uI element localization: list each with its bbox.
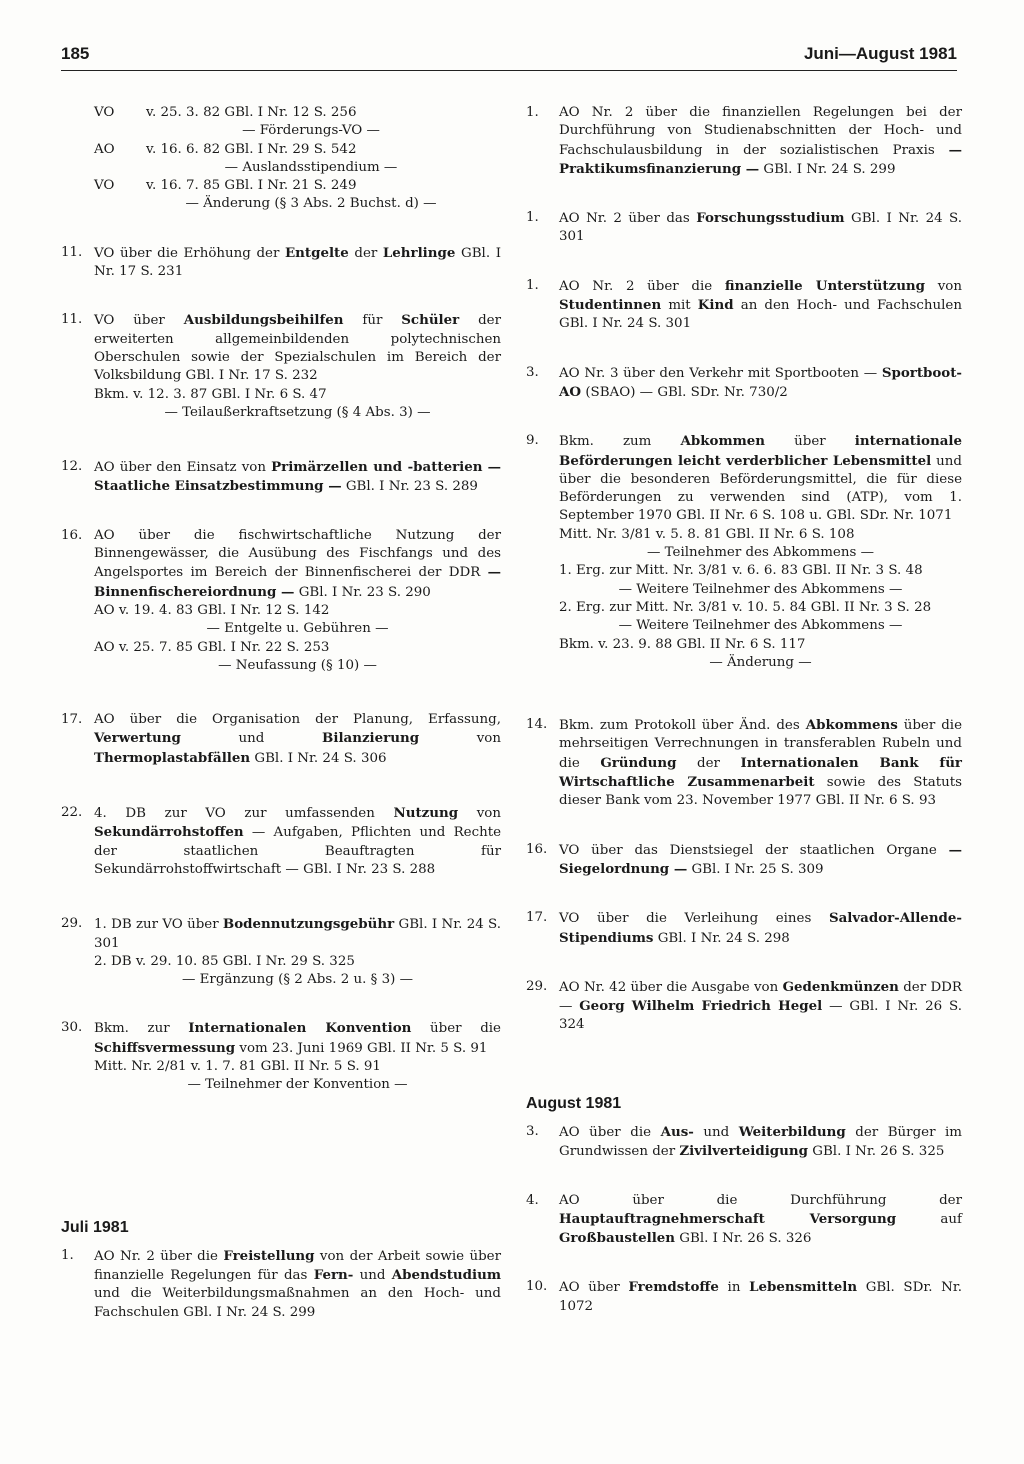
amendment-item xyxy=(61,141,501,159)
amendment-item xyxy=(61,104,501,122)
amendment-kind: AO xyxy=(94,141,115,157)
entry-text: AO über Fremdstoffe in Lebensmitteln GBl. SDr. Nr. 1072 xyxy=(559,1279,963,1314)
entry-amendment-note: — Weitere Teilnehmer des Abkommens — xyxy=(618,581,903,597)
entry-text: 4. DB zur VO zur umfassenden Nutzung von Sekundärrohstoffen — Aufgaben, Pflichten und Rechte der staatlichen Beauftragten für Sekundärrohstoffwirtschaft — GBl. I Nr. 23 S. 288 xyxy=(94,805,501,877)
page-header xyxy=(61,44,957,71)
amendment-item xyxy=(61,177,501,195)
entry-amendment: AO v. 25. 7. 85 GBl. I Nr. 22 S. 253 xyxy=(94,639,330,655)
list-item xyxy=(61,244,501,282)
entry-amendment-note: — Teilnehmer der Konvention — xyxy=(187,1077,408,1093)
list-item xyxy=(526,209,962,247)
entry-amendment-note: — Entgelte u. Gebühren — xyxy=(206,621,389,637)
list-item xyxy=(526,978,962,1035)
entry-day: 17. xyxy=(526,910,548,926)
list-item xyxy=(526,104,962,179)
entry-day: 1. xyxy=(61,1247,74,1263)
entry-amendment: AO v. 19. 4. 83 GBl. I Nr. 12 S. 142 xyxy=(94,602,330,618)
entry-amendment-note: — Teilaußerkraftsetzung (§ 4 Abs. 3) — xyxy=(164,404,431,420)
amendment-ref: v. 25. 3. 82 GBl. I Nr. 12 S. 256 xyxy=(146,105,357,120)
entry-text: AO Nr. 2 über die finanzielle Unterstützung von Studentinnen mit Kind an den Hoch- und Fachschulen GBl. I Nr. 24 S. 301 xyxy=(559,277,962,332)
list-item xyxy=(61,311,501,422)
entry-day: 16. xyxy=(61,527,83,543)
entry-amendment-note: — Weitere Teilnehmer des Abkommens — xyxy=(618,618,903,634)
entry-amendment-note: — Änderung — xyxy=(709,654,812,670)
entry-amendment-note: — Neufassung (§ 10) — xyxy=(218,657,377,673)
entry-day: 29. xyxy=(526,978,548,994)
list-item xyxy=(61,458,501,497)
section-heading-juli: Juli 1981 xyxy=(61,1218,129,1236)
amendment-note: — Förderungs-VO — xyxy=(242,123,380,139)
right-column xyxy=(526,104,962,1316)
list-item xyxy=(526,909,962,948)
amendment-note: — Änderung (§ 3 Abs. 2 Buchst. d) — xyxy=(185,196,437,212)
list-item xyxy=(61,711,501,768)
entry-day: 30. xyxy=(61,1020,83,1036)
list-item xyxy=(526,1192,962,1249)
entry-text: Bkm. zum Protokoll über Änd. des Abkommens über die mehrseitigen Verrechnungen in transferablen Rubeln und die Gründung der Internationalen Bank für Wirtschaftliche Zusammenarbeit sowie des Statuts dieser Bank vom 23. November 1977 GBl. II Nr. 6 S. 93 xyxy=(559,717,962,809)
entry-amendment-note: — Ergänzung (§ 2 Abs. 2 u. § 3) — xyxy=(182,972,413,988)
list-item xyxy=(526,364,962,403)
list-item xyxy=(61,527,501,675)
entry-text: AO über die Organisation der Planung, Erfassung, Verwertung und Bilanzierung von Thermoplastabfällen GBl. I Nr. 24 S. 306 xyxy=(94,712,501,766)
entry-day: 4. xyxy=(526,1192,539,1208)
list-item xyxy=(526,1123,962,1162)
page-number: 185 xyxy=(61,44,90,63)
entry-day: 3. xyxy=(526,1123,539,1139)
entry-day: 22. xyxy=(61,805,83,821)
entry-day: 29. xyxy=(61,916,83,932)
left-column xyxy=(61,104,501,1322)
entry-text: VO über Ausbildungsbeihilfen für Schüler der erweiterten allgemeinbildenden polytechnischen Oberschulen sowie der Spezialschulen im Bereich der Volksbildung GBl. I Nr. 17 S. 232 Bkm. v. 12. 3. 87 GBl. I Nr. 6 S. 47 — Teilaußerkraftsetzung (§ 4 Abs. 3) — xyxy=(94,311,501,422)
entry-amendment: Mitt. Nr. 2/81 v. 1. 7. 81 GBl. II Nr. 5 S. 91 xyxy=(94,1058,381,1074)
list-item xyxy=(526,716,962,810)
list-item xyxy=(526,277,962,334)
entry-amendment: 2. Erg. zur Mitt. Nr. 3/81 v. 10. 5. 84 GBl. II Nr. 3 S. 28 xyxy=(559,599,932,615)
amendment-ref: v. 16. 6. 82 GBl. I Nr. 29 S. 542 xyxy=(146,141,357,157)
entry-text: AO Nr. 2 über das Forschungsstudium GBl. I Nr. 24 S. 301 xyxy=(559,210,962,245)
entry-day: 9. xyxy=(526,433,539,449)
list-item xyxy=(61,1019,501,1094)
amendment-ref: v. 16. 7. 85 GBl. I Nr. 21 S. 249 xyxy=(146,178,357,194)
entry-text: AO Nr. 3 über den Verkehr mit Sportbooten — Sportboot-AO (SBAO) — GBl. SDr. Nr. 730/2 xyxy=(559,364,962,400)
entry-text: AO über die Aus- und Weiterbildung der Bürger im Grundwissen der Zivilverteidigung GBl. I Nr. 26 S. 325 xyxy=(559,1123,962,1160)
entry-text: VO über die Verleihung eines Salvador-Allende-Stipendiums GBl. I Nr. 24 S. 298 xyxy=(559,910,962,946)
header-date-range: Juni—August 1981 xyxy=(803,44,957,63)
entry-day: 12. xyxy=(61,459,83,475)
entry-amendment: Bkm. v. 12. 3. 87 GBl. I Nr. 6 S. 47 xyxy=(94,386,327,402)
entry-day: 10. xyxy=(526,1279,548,1295)
amendment-note: — Auslandsstipendium — xyxy=(224,159,398,175)
entry-amendment: Mitt. Nr. 3/81 v. 5. 8. 81 GBl. II Nr. 6 S. 108 xyxy=(559,526,855,542)
entry-text: AO über die Durchführung der Hauptauftragnehmerschaft Versorgung auf Großbaustellen GBl. I Nr. 26 S. 326 xyxy=(559,1192,962,1247)
list-item xyxy=(526,1278,962,1316)
entry-text: AO über den Einsatz von Primärzellen und -batterien — Staatliche Einsatzbestimmung — GBl. I Nr. 23 S. 289 xyxy=(94,459,502,495)
entry-text: AO Nr. 42 über die Ausgabe von Gedenkmünzen der DDR — Georg Wilhelm Friedrich Hegel — GBl. I Nr. 26 S. 324 xyxy=(559,978,963,1033)
entry-text: AO Nr. 2 über die finanziellen Regelungen bei der Durchführung von Studienabschnitten der Hoch- und Fachschulausbildung in der sozialistischen Praxis — Praktikumsfinanzierung — GBl. I Nr. 24 S. 299 xyxy=(559,105,962,177)
list-item xyxy=(61,1247,501,1322)
entry-day: 17. xyxy=(61,712,83,728)
amendment-kind: VO xyxy=(94,105,115,120)
amendment-kind: VO xyxy=(94,178,115,194)
list-item xyxy=(526,841,962,880)
entry-amendment-note: — Teilnehmer des Abkommens — xyxy=(647,545,874,561)
entry-day: 16. xyxy=(526,841,548,857)
entry-day: 14. xyxy=(526,717,548,733)
entry-day: 3. xyxy=(526,364,539,380)
entry-text: VO über das Dienstsiegel der staatlichen Organe — Siegelordnung — GBl. I Nr. 25 S. 309 xyxy=(559,841,962,877)
list-item xyxy=(61,915,501,989)
entry-text: AO über die fischwirtschaftliche Nutzung der Binnengewässer, die Ausübung des Fischfangs und des Angelsportes im Bereich der Binnenfischerei der DDR — Binnenfischereiordnung — GBl. I Nr. 23 S. 290 AO v. 19. 4. 83 GBl. I Nr. 12 S. 142 — Entgelte u. Gebühren — AO v. 25. 7. 85 GBl. I Nr. 22 S. 253 — Neufassung (§ 10) — xyxy=(94,527,501,675)
entry-amendment: 1. Erg. zur Mitt. Nr. 3/81 v. 6. 6. 83 GBl. II Nr. 3 S. 48 xyxy=(559,563,923,579)
list-item xyxy=(526,432,962,672)
entry-amendment: Bkm. v. 23. 9. 88 GBl. II Nr. 6 S. 117 xyxy=(559,636,806,652)
entry-day: 1. xyxy=(526,277,539,293)
entry-text: Bkm. zur Internationalen Konvention über die Schiffsvermessung vom 23. Juni 1969 GBl. II Nr. 5 S. 91 Mitt. Nr. 2/81 v. 1. 7. 81 GBl. II Nr. 5 S. 91 — Teilnehmer der Konvention — xyxy=(94,1019,501,1094)
entry-text: VO über die Erhöhung der Entgelte der Lehrlinge GBl. I Nr. 17 S. 231 xyxy=(94,244,501,280)
amendment-list xyxy=(61,104,501,214)
entry-day: 1. xyxy=(526,210,539,226)
list-item xyxy=(61,804,501,879)
entry-day: 11. xyxy=(61,312,83,328)
section-heading-august: August 1981 xyxy=(526,1094,622,1112)
entry-day: 11. xyxy=(61,244,83,260)
entry-day: 1. xyxy=(526,105,539,120)
entry-amendment: 2. DB v. 29. 10. 85 GBl. I Nr. 29 S. 325 xyxy=(94,953,355,969)
entry-text: 1. DB zur VO über Bodennutzungsgebühr GBl. I Nr. 24 S. 301 2. DB v. 29. 10. 85 GBl. I Nr. 29 S. 325 — Ergänzung (§ 2 Abs. 2 u. § 3) — xyxy=(94,915,501,989)
entry-text: AO Nr. 2 über die Freistellung von der Arbeit sowie über finanzielle Regelungen für das Fern- und Abendstudium und die Weiterbildungsmaßnahmen an den Hoch- und Fachschulen GBl. I Nr. 24 S. 299 xyxy=(94,1247,501,1320)
entry-text: Bkm. zum Abkommen über internationale Beförderungen leicht verderblicher Lebensmittel und über die besonderen Beförderungsmittel, die für diese Beförderungen zu verwenden sind (ATP), vom 1. September 1970 GBl. II Nr. 6 S. 108 u. GBl. SDr. Nr. 1071 Mitt. Nr. 3/81 v. 5. 8. 81 GBl. II Nr. 6 S. 108 — Teilnehmer des Abkommens — 1. Erg. zur Mitt. Nr. 3/81 v. 6. 6. 83 GBl. II Nr. 3 S. 48 — Weitere Teilnehmer des Abkommens — 2. Erg. zur Mitt. Nr. 3/81 v. 10. 5. 84 GBl. II Nr. 3 S. 28 — Weitere Teilnehmer des Abkommens — Bkm. v. 23. 9. 88 GBl. II Nr. 6 S. 117 — Änderung — xyxy=(559,432,962,672)
